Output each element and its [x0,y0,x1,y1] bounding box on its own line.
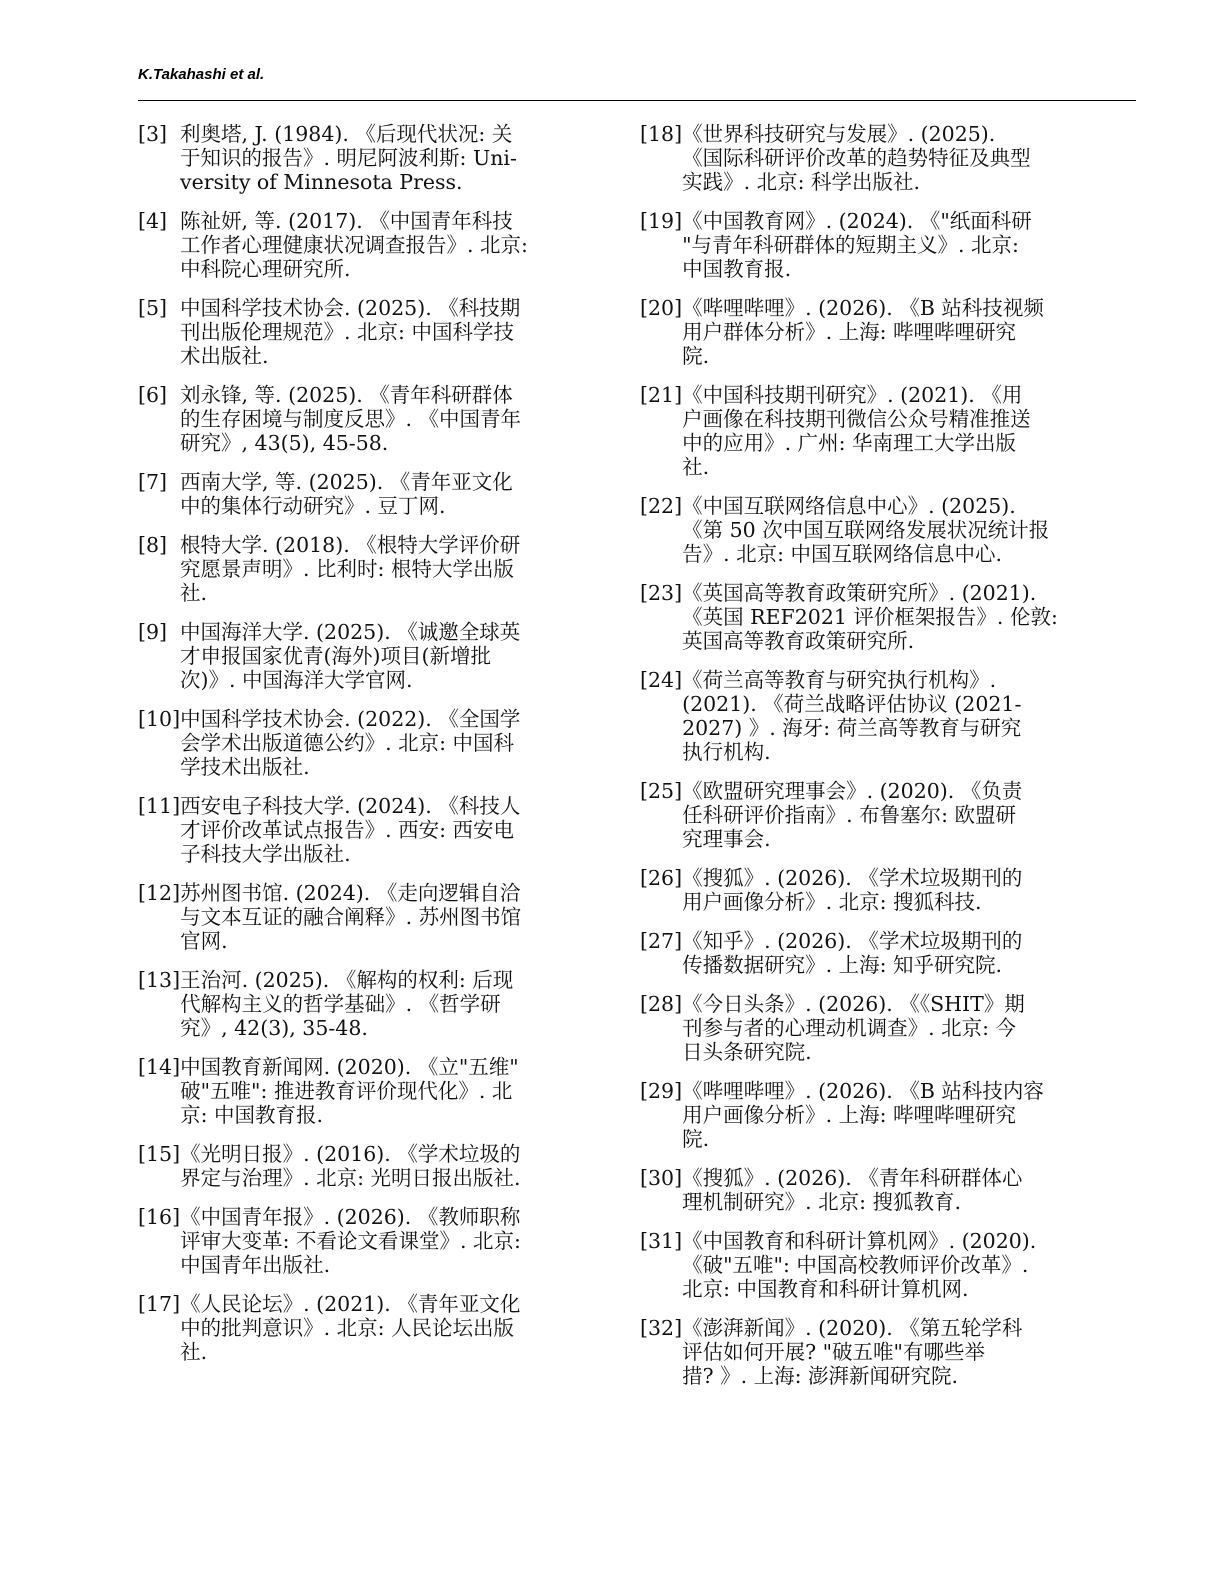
reference-number: [15] [138,1142,181,1166]
header-divider [138,100,1136,101]
reference-text: 《哔哩哔哩》. (2026). 《B 站科技视频 用户群体分析》. 上海: 哔哩哔哩研究 院. [682,296,1044,368]
reference-number: [12] [138,881,181,905]
reference-item [640,209,1100,281]
reference-text: 中国海洋大学. (2025). 《诚邀全球英 才申报国家优青(海外)项目(新增批 次)》. 中国海洋大学官网. [180,620,521,692]
reference-text: 西南大学, 等. (2025). 《青年亚文化 中的集体行动研究》. 豆丁网. [180,470,513,518]
reference-number: [16] [138,1205,181,1229]
reference-text: 《中国教育和科研计算机网》. (2020). 《破"五唯": 中国高校教师评价改革》. 北京: 中国教育和科研计算机网. [682,1229,1037,1301]
reference-item [640,668,1100,764]
reference-item [640,122,1100,194]
reference-text: 中国科学技术协会. (2025). 《科技期 刊出版伦理规范》. 北京: 中国科学技 术出版社. [180,296,521,368]
reference-text: 《今日头条》. (2026). 《《SHIT》期 刊参与者的心理动机调查》. 北京: 今 日头条研究院. [682,992,1025,1064]
reference-item [138,881,598,953]
reference-text: 王治河. (2025). 《解构的权利: 后现 代解构主义的哲学基础》. 《哲学研 究》, 42(3), 35-48. [180,968,514,1040]
reference-number: [3] [138,122,168,146]
reference-item [640,992,1100,1064]
reference-number: [7] [138,470,168,494]
reference-number: [20] [640,296,683,320]
reference-item [138,533,598,605]
reference-number: [27] [640,929,683,953]
reference-number: [19] [640,209,683,233]
reference-item [640,779,1100,851]
reference-item [640,383,1100,479]
reference-number: [28] [640,992,683,1016]
reference-text: 《中国科技期刊研究》. (2021). 《用 户画像在科技期刊微信公众号精准推送 中的应用》. 广州: 华南理工大学出版 社. [682,383,1031,479]
reference-item [138,620,598,692]
reference-text: 《欧盟研究理事会》. (2020). 《负责 任科研评价指南》. 布鲁塞尔: 欧盟研 究理事会. [682,779,1023,851]
reference-text: 根特大学. (2018). 《根特大学评价研 究愿景声明》. 比利时: 根特大学出版 社. [180,533,521,605]
reference-number: [17] [138,1292,181,1316]
reference-column-right [640,122,1100,1403]
reference-item [138,383,598,455]
reference-number: [31] [640,1229,683,1253]
reference-item [138,122,598,194]
reference-number: [8] [138,533,168,557]
reference-item [138,470,598,518]
reference-text: 《澎湃新闻》. (2020). 《第五轮学科 评估如何开展? "破五唯"有哪些举 措? 》. 上海: 澎湃新闻研究院. [682,1316,1023,1388]
reference-number: [21] [640,383,683,407]
reference-column-left [138,122,598,1379]
reference-number: [14] [138,1055,181,1079]
reference-number: [23] [640,581,683,605]
reference-item [640,929,1100,977]
reference-text: 《哔哩哔哩》. (2026). 《B 站科技内容 用户画像分析》. 上海: 哔哩哔哩研究 院. [682,1079,1044,1151]
reference-item [138,296,598,368]
reference-item [138,707,598,779]
reference-item [640,1166,1100,1214]
reference-text: 西安电子科技大学. (2024). 《科技人 才评价改革试点报告》. 西安: 西安电 子科技大学出版社. [180,794,521,866]
reference-item [138,1292,598,1364]
reference-text: 《中国互联网络信息中心》. (2025). 《第 50 次中国互联网络发展状况统计报 告》. 北京: 中国互联网络信息中心. [682,494,1050,566]
reference-number: [24] [640,668,683,692]
reference-item [138,1142,598,1190]
reference-text: 《中国教育网》. (2024). 《"纸面科研 "与青年科研群体的短期主义》. 北京: 中国教育报. [682,209,1032,281]
reference-text: 《世界科技研究与发展》. (2025). 《国际科研评价改革的趋势特征及典型 实践》. 北京: 科学出版社. [682,122,1031,194]
reference-text: 利奥塔, J. (1984). 《后现代状况: 关 于知识的报告》. 明尼阿波利斯: Uni- versity of Minnesota Press. [180,122,517,194]
reference-number: [29] [640,1079,683,1103]
reference-item [640,296,1100,368]
reference-text: 《搜狐》. (2026). 《青年科研群体心 理机制研究》. 北京: 搜狐教育. [682,1166,1023,1214]
reference-number: [10] [138,707,181,731]
reference-number: [18] [640,122,683,146]
reference-item [640,581,1100,653]
reference-text: 苏州图书馆. (2024). 《走向逻辑自洽 与文本互证的融合阐释》. 苏州图书馆 官网. [180,881,522,953]
reference-text: 《中国青年报》. (2026). 《教师职称 评审大变革: 不看论文看课堂》. 北京: 中国青年出版社. [180,1205,521,1277]
reference-text: 《人民论坛》. (2021). 《青年亚文化 中的批判意识》. 北京: 人民论坛出版 社. [180,1292,521,1364]
reference-item [640,1316,1100,1388]
running-head: K.Takahashi et al. [138,66,265,83]
reference-item [640,866,1100,914]
reference-number: [4] [138,209,168,233]
reference-number: [13] [138,968,181,992]
reference-number: [6] [138,383,168,407]
reference-number: [25] [640,779,683,803]
reference-number: [11] [138,794,181,818]
reference-text: 《光明日报》. (2016). 《学术垃圾的 界定与治理》. 北京: 光明日报出版社. [180,1142,521,1190]
reference-text: 陈祉妍, 等. (2017). 《中国青年科技 工作者心理健康状况调查报告》. 北京: 中科院心理研究所. [180,209,528,281]
reference-number: [26] [640,866,683,890]
reference-text: 《英国高等教育政策研究所》. (2021). 《英国 REF2021 评价框架报告》. 伦敦: 英国高等教育政策研究所. [682,581,1058,653]
reference-text: 刘永锋, 等. (2025). 《青年科研群体 的生存困境与制度反思》. 《中国青年 研究》, 43(5), 45-58. [180,383,522,455]
reference-text: 中国科学技术协会. (2022). 《全国学 会学术出版道德公约》. 北京: 中国科 学技术出版社. [180,707,521,779]
reference-item [138,1205,598,1277]
reference-text: 《搜狐》. (2026). 《学术垃圾期刊的 用户画像分析》. 北京: 搜狐科技. [682,866,1023,914]
reference-item [640,1079,1100,1151]
reference-item [640,1229,1100,1301]
reference-item [138,968,598,1040]
reference-number: [5] [138,296,168,320]
reference-item [138,209,598,281]
reference-text: 中国教育新闻网. (2020). 《立"五维" 破"五唯": 推进教育评价现代化》. 北 京: 中国教育报. [180,1055,519,1127]
reference-number: [9] [138,620,168,644]
reference-text: 《荷兰高等教育与研究执行机构》. (2021). 《荷兰战略评估协议 (2021- 2027) 》. 海牙: 荷兰高等教育与研究 执行机构. [682,668,1022,764]
reference-number: [22] [640,494,683,518]
reference-item [138,794,598,866]
reference-number: [32] [640,1316,683,1340]
reference-number: [30] [640,1166,683,1190]
reference-item [138,1055,598,1127]
reference-text: 《知乎》. (2026). 《学术垃圾期刊的 传播数据研究》. 上海: 知乎研究院. [682,929,1023,977]
reference-item [640,494,1100,566]
